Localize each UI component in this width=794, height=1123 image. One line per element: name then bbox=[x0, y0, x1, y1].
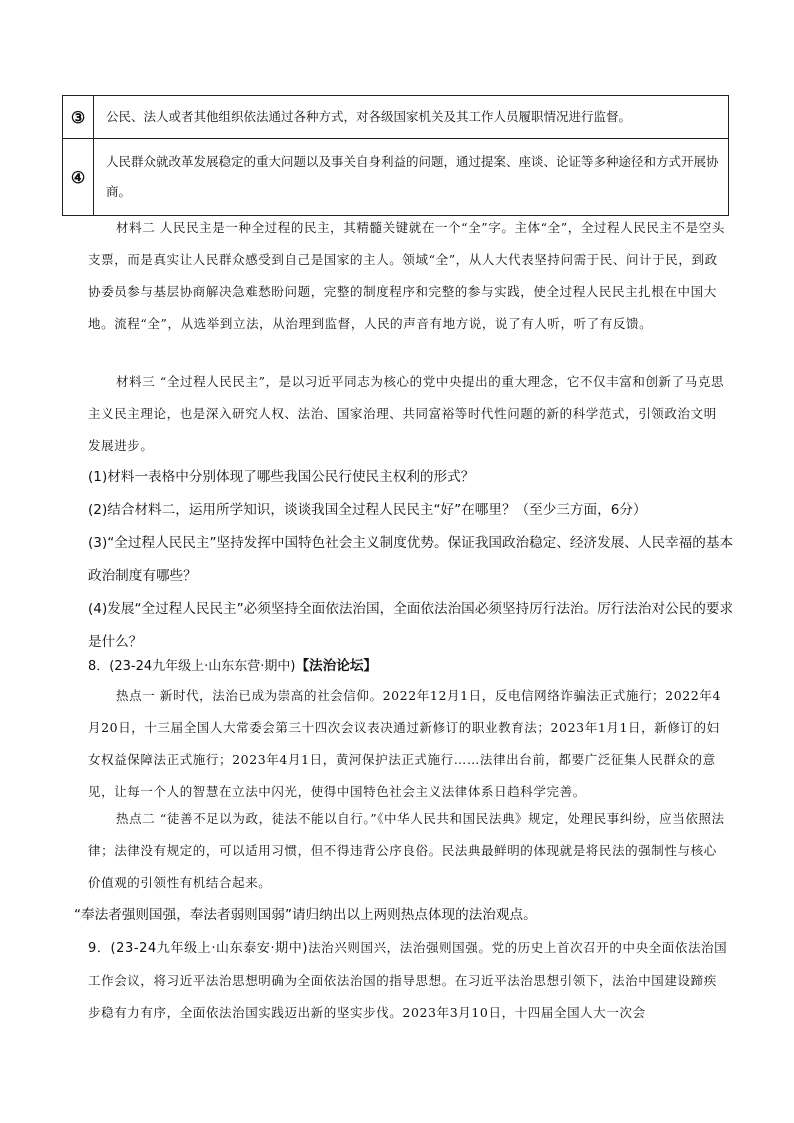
question-9 bbox=[88, 932, 728, 1029]
row-marker: ③ bbox=[63, 96, 94, 139]
row-marker: ④ bbox=[63, 139, 94, 216]
question-8-tag: 【法治论坛】 bbox=[295, 658, 378, 674]
material-two: 材料二 人民民主是一种全过程的民主，其精髓关键就在一个“全”字。主体“全”，全过程人民民主不是空头支票，而是真实让人民群众感受到自己是国家的主人。领域“全”，从人大代表坚持问需于民、问计于民，到政协委员参与基层协商解决急难愁盼问题，完整的制度程序和完整的参与实践，使全过程人民民主扎根在中国大地。流程“全”，从选举到立法，从治理到监督，人民的声音有地方说，说了有人听，听了有反馈。 bbox=[88, 220, 725, 331]
hot-topic-two: 热点二 “徒善不足以为政，徒法不能以自行。”《中华人民共和国民法典》规定，处理民事纠纷，应当依照法律；法律没有规定的，可以适用习惯，但不得违背公序良俗。民法典最鲜明的体现就是将民法的强制性与核心价值观的引领性有机结合起来。 bbox=[88, 811, 725, 890]
question-8-source: 8．(23-24九年级上·山东东营·期中) bbox=[88, 659, 296, 674]
question-1: (1)材料一表格中分别体现了哪些我国公民行使民主权利的形式？ bbox=[88, 469, 475, 485]
table-row bbox=[63, 96, 729, 139]
question-9-text: 法治兴则国兴，法治强则国强。党的历史上首次召开的中央全面依法治国工作会议，将习近平法治思想明确为全面依法治国的指导思想。在习近平法治思想引领下，法治中国建设蹄疾步稳有力有序，全面依法治国实践迈出新的坚实步伐。2023年3月10日，十四届全国人大一次会 bbox=[88, 940, 728, 1020]
question-8-header bbox=[88, 650, 738, 683]
row-text: 人民群众就改革发展稳定的重大问题以及事关自身利益的问题，通过提案、座谈、论证等多种途径和方式开展协商。 bbox=[94, 139, 729, 216]
hot-topic-one: 热点一 新时代，法治已成为崇高的社会信仰。2022年12月1日，反电信网络诈骗法正式施行；2022年4月20日，十三届全国人大常委会第三十四次会议表决通过新修订的职业教育法；2023年1月1日，新修订的妇女权益保障法正式施行；2023年4月1日，黄河保护法正式施行……法律出台前，都要广泛征集人民群众的意见，让每一个人的智慧在立法中闪光，使得中国特色社会主义法律体系日趋科学完善。 bbox=[88, 688, 722, 799]
table-row bbox=[63, 139, 729, 216]
democracy-forms-table bbox=[62, 95, 729, 216]
question-3: (3)“全过程人民民主”坚持发挥中国特色社会主义制度优势。保证我国政治稳定、经济发展、人民幸福的基本政治制度有哪些？ bbox=[88, 535, 734, 584]
question-8-prompt: “奉法者强则国强，奉法者弱则国弱”请归纳出以上两则热点体现的法治观点。 bbox=[74, 907, 537, 923]
question-9-source: 9．(23-24九年级上·山东泰安·期中) bbox=[88, 941, 309, 956]
question-4: (4)发展“全过程人民民主”必须坚持全面依法治国，全面依法治国必须坚持厉行法治。厉行法治对公民的要求是什么？ bbox=[88, 601, 734, 650]
row-text: 公民、法人或者其他组织依法通过各种方式，对各级国家机关及其工作人员履职情况进行监督。 bbox=[94, 96, 729, 139]
material-three: 材料三 “全过程人民民主”，是以习近平同志为核心的党中央提出的重大理念，它不仅丰富和创新了马克思主义民主理论，也是深入研究人权、法治、国家治理、共同富裕等时代性问题的新的科学范式，引领政治文明发展进步。 bbox=[88, 374, 725, 453]
question-2: (2)结合材料二，运用所学知识，谈谈我国全过程人民民主“好”在哪里？（至少三方面，6分） bbox=[88, 502, 647, 518]
